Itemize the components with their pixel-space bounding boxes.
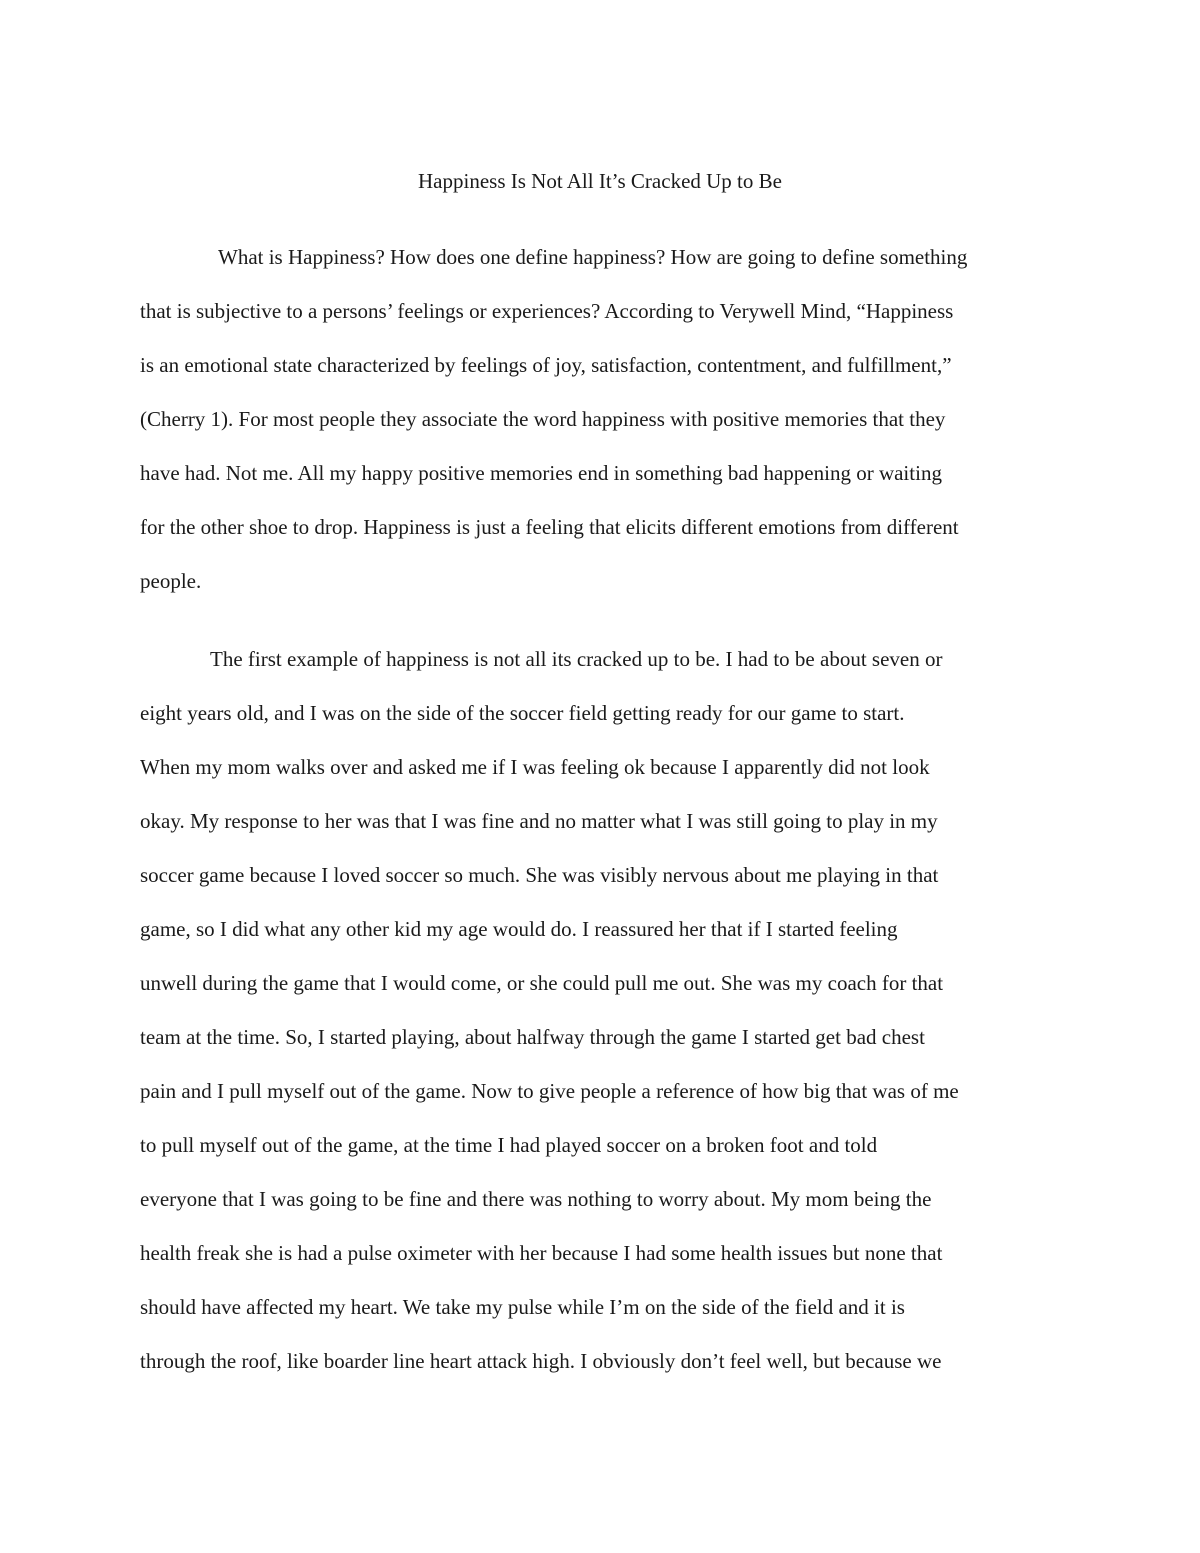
paragraph-line: okay. My response to her was that I was fine and no matter what I was still going to play in my	[140, 809, 938, 833]
paragraph-line: The first example of happiness is not all its cracked up to be. I had to be about seven or	[210, 647, 943, 671]
paragraph-line: have had. Not me. All my happy positive memories end in something bad happening or waiting	[140, 461, 942, 485]
paragraph-line: game, so I did what any other kid my age would do. I reassured her that if I started feeling	[140, 917, 898, 941]
paragraph-line: soccer game because I loved soccer so much. She was visibly nervous about me playing in that	[140, 863, 939, 887]
paragraph-line: When my mom walks over and asked me if I was feeling ok because I apparently did not look	[140, 755, 930, 779]
paragraph-line: for the other shoe to drop. Happiness is just a feeling that elicits different emotions from different	[140, 515, 959, 539]
paragraph-line: through the roof, like boarder line heart attack high. I obviously don’t feel well, but because we	[140, 1349, 942, 1373]
paragraph-line: (Cherry 1). For most people they associate the word happiness with positive memories that they	[140, 407, 946, 431]
paragraph-line: health freak she is had a pulse oximeter with her because I had some health issues but none that	[140, 1241, 943, 1265]
paragraph-line: What is Happiness? How does one define happiness? How are going to define something	[218, 245, 968, 269]
paragraph-line: eight years old, and I was on the side of the soccer field getting ready for our game to start.	[140, 701, 905, 725]
document-title: Happiness Is Not All It’s Cracked Up to Be	[418, 169, 782, 193]
paragraph-line: should have affected my heart. We take my pulse while I’m on the side of the field and it is	[140, 1295, 905, 1319]
paragraph-line: to pull myself out of the game, at the time I had played soccer on a broken foot and told	[140, 1133, 878, 1157]
paragraph-line: everyone that I was going to be fine and there was nothing to worry about. My mom being the	[140, 1187, 932, 1211]
paragraph-line: unwell during the game that I would come, or she could pull me out. She was my coach for that	[140, 971, 944, 995]
paragraph-line: people.	[140, 569, 202, 593]
paragraph-line: that is subjective to a persons’ feelings or experiences? According to Verywell Mind, “Happiness	[140, 299, 954, 323]
paragraph-line: pain and I pull myself out of the game. Now to give people a reference of how big that was of me	[140, 1079, 959, 1103]
paragraph-1	[140, 230, 1065, 608]
paragraph-2	[140, 632, 1065, 1388]
paragraph-line: team at the time. So, I started playing, about halfway through the game I started get bad chest	[140, 1025, 925, 1049]
paragraph-line: is an emotional state characterized by feelings of joy, satisfaction, contentment, and fulfillment,”	[140, 353, 952, 377]
